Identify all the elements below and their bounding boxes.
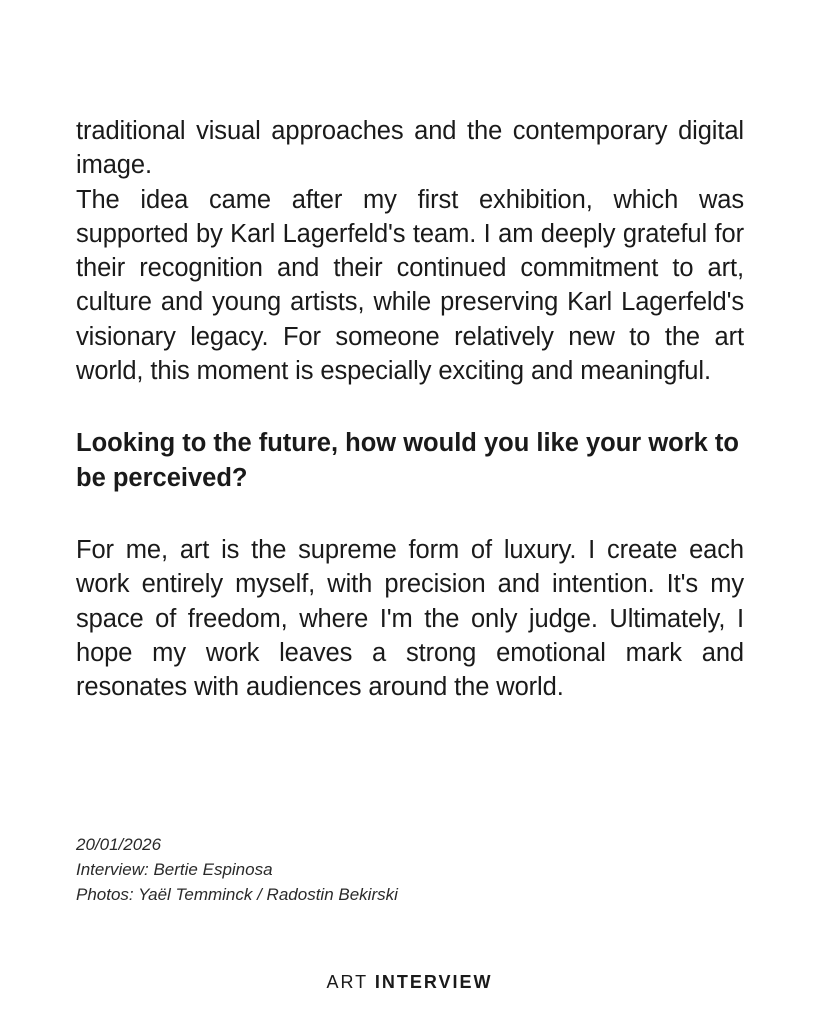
page-footer [0,972,819,993]
paragraph-intro: traditional visual approaches and the contemporary digital image. [76,117,744,180]
interview-answer: For me, art is the supreme form of luxury. I create each work entirely myself, with precision and intention. It's my space of freedom, where I'm the only judge. Ultimately, I hope my work leaves a strong emotional mark and resonates with audiences around the world. [76,535,744,702]
article-credits [76,832,398,907]
footer-section: ART [326,972,368,992]
interview-question: Looking to the future, how would you like your work to be perceived? [76,429,739,492]
paragraph-exhibition: The idea came after my first exhibition, which was supported by Karl Lagerfeld's team. I am deeply grateful for their recognition and their continued commitment to art, culture and young artists, while preserving Karl Lagerfeld's visionary legacy. For someone relatively new to the art world, this moment is especially exciting and meaningful. [76,185,744,386]
credit-date: 20/01/2026 [76,835,162,854]
footer-label: INTERVIEW [374,972,493,992]
credit-interview: Interview: Bertie Espinosa [76,860,273,879]
article-body [76,114,744,704]
credit-photos: Photos: Yaël Temminck / Radostin Bekirski [76,885,398,904]
